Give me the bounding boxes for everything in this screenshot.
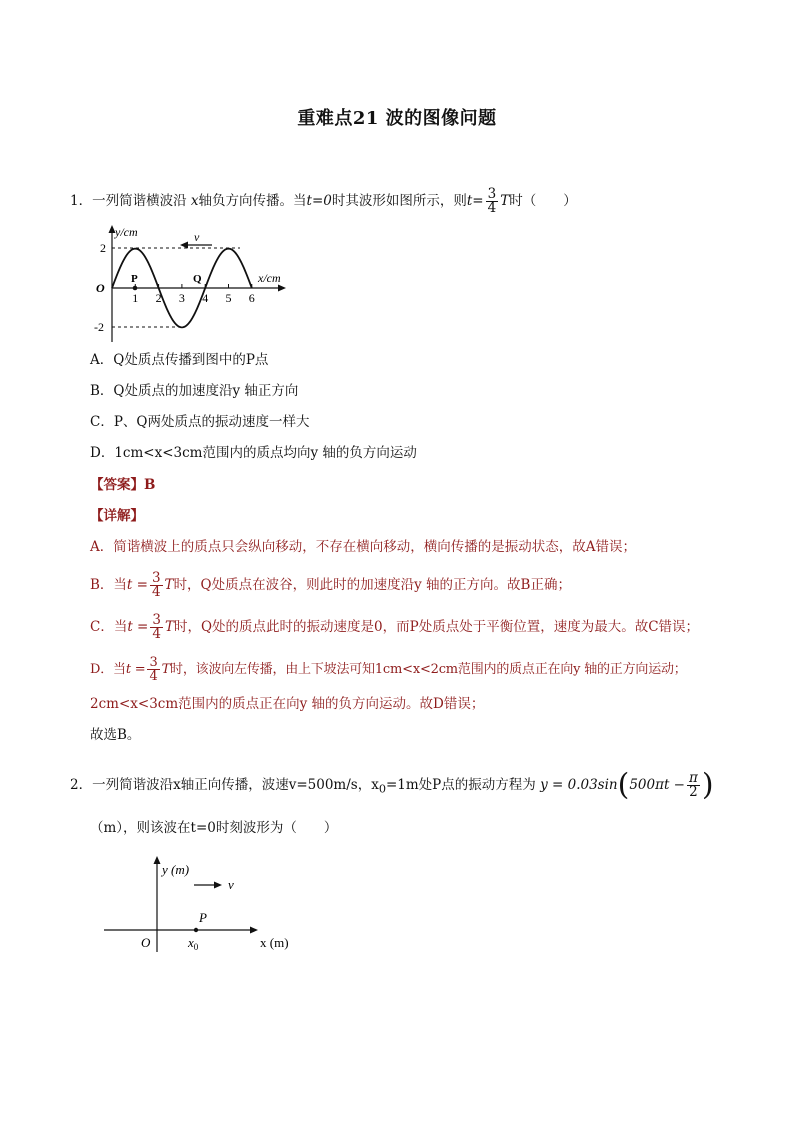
q1-x-tick-label: 3 <box>178 291 185 305</box>
q2-point-p <box>194 928 198 932</box>
q1-conclusion: 故选B。 <box>90 727 141 743</box>
q1-origin-label: O <box>96 281 105 295</box>
q2-x0-sub: 0 <box>193 942 199 952</box>
q1-option-b: B．Q处质点的加速度沿y 轴正方向 <box>90 383 299 399</box>
analysis-b-pre: B．当 <box>90 577 127 593</box>
analysis-b-frac-den: 4 <box>151 584 161 600</box>
q1-number: 1． <box>70 193 93 209</box>
q1-x-tick-label: 6 <box>248 291 255 305</box>
q1-analysis-c <box>90 614 699 641</box>
q1-analysis-d-continued: 2cm<x<3cm范围内的质点正在向y 轴的负方向运动。故D错误； <box>90 696 485 712</box>
q1-analysis-a: A．简谐横波上的质点只会纵向移动，不存在横向移动，横向传播的是振动状态，故A错误； <box>90 539 636 555</box>
analysis-b-post: 时，Q处质点在波谷，则此时的加速度沿y 轴的正方向。故B正确； <box>173 577 571 593</box>
analysis-d-fraction <box>147 656 159 683</box>
q2-origin-label: O <box>141 935 151 950</box>
analysis-c-T: T <box>164 619 174 635</box>
q2-equation-arg: 500πt − <box>629 777 685 793</box>
q1-analysis-d <box>90 656 687 683</box>
analysis-d-frac-num: 3 <box>149 655 158 670</box>
q1-y-min-label: -2 <box>94 320 104 334</box>
q1-stem-t0: t=0 <box>306 193 332 209</box>
q2-y-axis-label <box>160 862 189 877</box>
analysis-d-post: 时，该波向左传播，由上下坡法可知1cm<x<2cm范围内的质点正在向y 轴的正方向运动； <box>170 662 687 677</box>
analysis-d-t: t = <box>125 662 146 677</box>
analysis-c-frac-num: 3 <box>152 612 161 628</box>
q2-x-axis-label: x (m) <box>260 935 289 950</box>
q2-stem-continued: （m），则该波在t=0时刻波形为（ ） <box>90 820 338 836</box>
q1-wave-figure <box>92 222 302 344</box>
analysis-c-post: 时，Q处的质点此时的振动速度是0，而P处质点处于平衡位置，速度为最大。故C错误； <box>173 619 700 635</box>
q2-stem-sub: 0 <box>378 782 386 796</box>
q1-frac-num: 3 <box>487 186 497 202</box>
q2-y-axis-arrow <box>154 856 161 864</box>
q2-x-axis-arrow <box>250 927 258 934</box>
q1-x-tick-label: 1 <box>132 291 139 305</box>
q2-y-axis-label-text: y (m) <box>162 862 190 877</box>
analysis-b-fraction <box>150 572 163 599</box>
q2-equation-fraction <box>687 772 700 799</box>
q1-q-label: Q <box>193 273 202 285</box>
q1-option-c: C．P、Q两处质点的振动速度一样大 <box>90 414 310 430</box>
q1-x-tick-label: 5 <box>225 291 232 305</box>
q2-equation-lhs: y = 0.03sin <box>540 777 618 793</box>
q1-x-tick-label: 2 <box>155 291 162 305</box>
q2-axes-figure <box>100 852 310 957</box>
q1-frac-den: 4 <box>487 200 497 216</box>
q2-x0-label <box>187 935 199 952</box>
q1-stem-text-c: 时其波形如图所示，则 <box>331 193 467 209</box>
analysis-c-frac-den: 4 <box>152 626 161 642</box>
q2-stem-text-b: =1m处P点的振动方程为 <box>385 777 536 793</box>
analysis-b-t: t = <box>126 577 148 593</box>
q1-analysis-heading: 【详解】 <box>90 508 144 524</box>
q2-velocity-label: v <box>228 877 234 892</box>
q2-number: 2． <box>70 777 93 793</box>
analysis-d-T: T <box>161 662 171 677</box>
q2-equation-paren-close: ) <box>701 767 714 803</box>
q1-velocity-label: v <box>194 230 200 244</box>
analysis-c-pre: C．当 <box>90 619 128 635</box>
q1-velocity-arrowhead <box>180 242 188 249</box>
analysis-c-t: t = <box>127 619 149 635</box>
q1-p-label: P <box>131 273 138 285</box>
q2-eq-two: 2 <box>689 784 698 800</box>
q1-y-max-label: 2 <box>100 241 106 255</box>
q2-stem <box>70 767 714 803</box>
analysis-b-frac-num: 3 <box>151 570 161 586</box>
q1-x-axis-label: x/cm <box>258 271 281 285</box>
analysis-d-frac-den: 4 <box>149 669 158 684</box>
analysis-d-pre: D．当 <box>90 662 126 677</box>
analysis-b-T: T <box>164 577 174 593</box>
q1-stem-T: T <box>500 193 510 209</box>
q2-eq-pi: π <box>689 770 698 786</box>
page-title: 重难点21 波的图像问题 <box>297 108 497 129</box>
q1-x-tick-label: 4 <box>202 291 209 305</box>
q2-equation-paren-open: ( <box>617 767 630 803</box>
q1-stem-text-d: 时（ ） <box>509 193 577 209</box>
q1-y-axis-label: y/cm <box>115 225 138 239</box>
q1-stem-fraction <box>486 188 499 215</box>
q2-p-label: P <box>199 910 207 925</box>
q1-option-d: D．1cm<x<3cm范围内的质点均向y 轴的负方向运动 <box>90 445 417 461</box>
q1-stem-text-a: 一列简谐横波沿 <box>92 193 187 209</box>
q2-stem-text-a: 一列简谐波沿x轴正向传播，波速v=500m/s，x <box>92 777 379 793</box>
q1-analysis-b <box>90 572 571 599</box>
q2-velocity-arrowhead <box>214 882 222 889</box>
q1-point-p <box>133 286 138 291</box>
q1-stem <box>70 188 577 215</box>
q1-x-axis-arrow <box>278 285 286 292</box>
q1-answer: 【答案】B <box>90 477 156 493</box>
analysis-c-fraction <box>150 614 163 641</box>
q1-x-ticks <box>132 284 255 305</box>
q1-option-a: A．Q处质点传播到图中的P点 <box>90 352 269 368</box>
q1-stem-text-b: 轴负方向传播。当 <box>198 193 307 209</box>
q1-stem-x: x <box>190 193 199 209</box>
q1-stem-t: t= <box>466 193 484 209</box>
q2-x0-main: x <box>188 935 194 950</box>
